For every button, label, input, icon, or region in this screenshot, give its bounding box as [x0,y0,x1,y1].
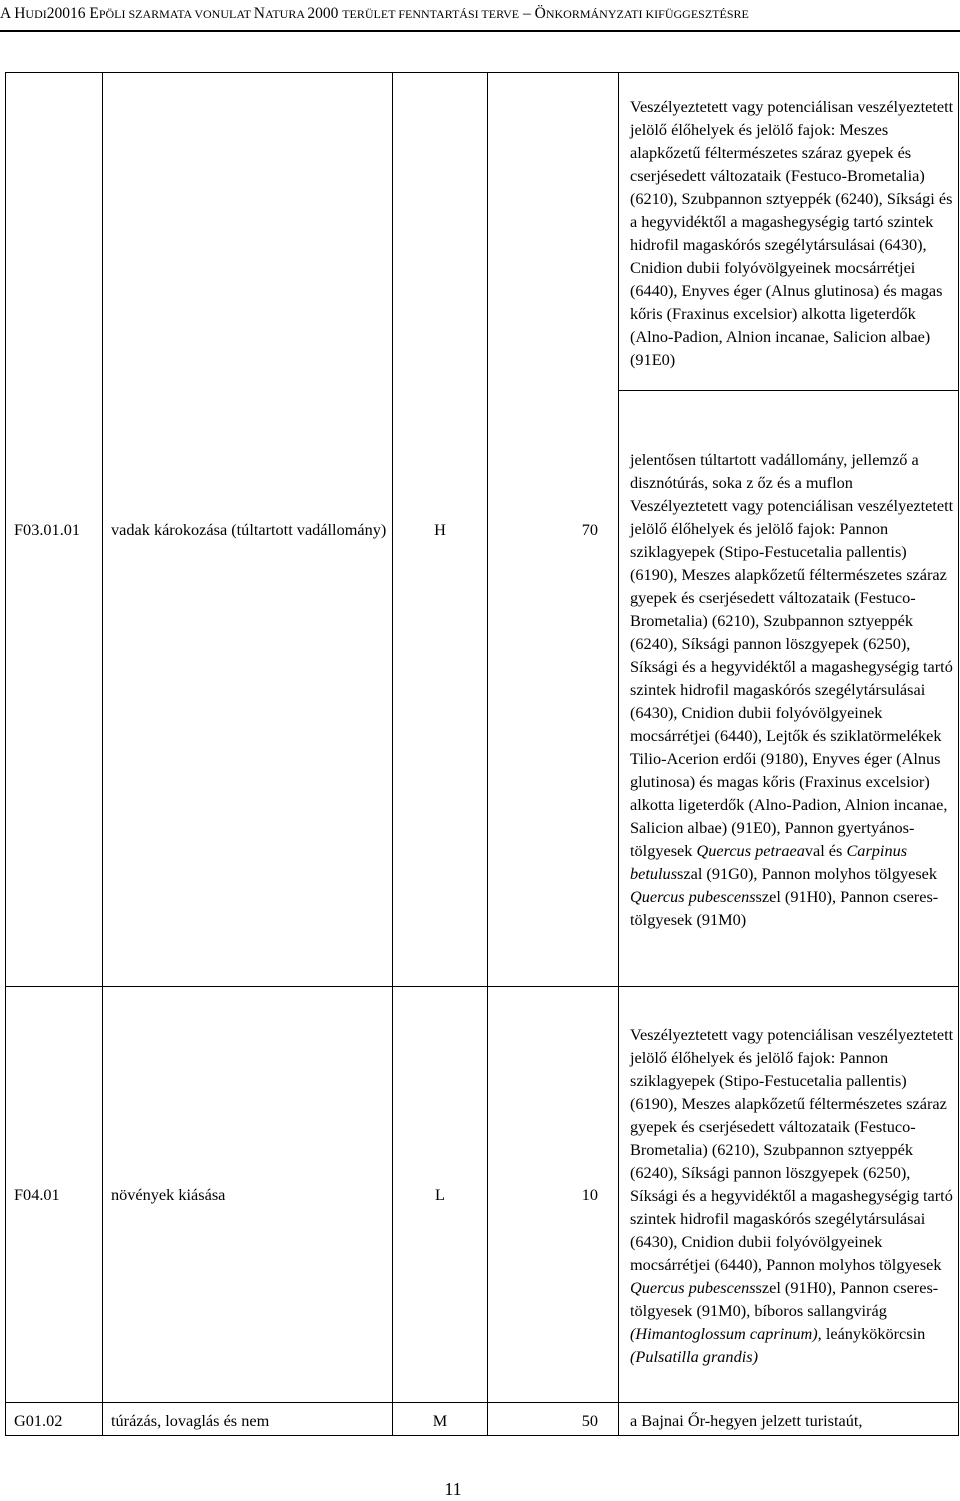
species-name: Quercus pubescens [630,887,756,906]
header-text: NKORMÁNYZATI KIFÜGGESZTÉSRE [545,7,749,21]
header-text: – Ö [519,5,546,22]
header-text: PÖLI SZARMATA VONULAT [98,7,254,21]
threats-table [5,72,959,1436]
header-text: TERÜLET FENNTARTÁSI TERVE [342,7,520,21]
header-text: 20016 E [46,5,99,22]
affected-habitats [619,391,959,987]
species-name: Quercus pubescens [630,1278,756,1297]
header-rule [0,30,960,32]
species-name: (Pulsatilla grandis) [630,1347,758,1366]
table-row [6,987,959,1403]
habitat-note: jelentősen túltartott vadállomány, jellemző a disznótúrás, soka z őz és a muflon [630,450,919,492]
threat-rank: M [393,1403,488,1436]
threat-code: G01.02 [6,1403,103,1436]
threat-rank: H [393,73,488,987]
header-text: 2000 [307,5,343,22]
table-row [6,73,959,391]
affected-habitats: Veszélyeztetett vagy potenciálisan veszélyeztetett jelölő élőhelyek és jelölő fajok: Meszes alapkőzetű féltermészetes száraz gyepek és cserjésedett változataik (Festuco-Brometalia) (6210), Szubpannon sztyeppék (6240), Síksági és a hegyvidéktől a magashegységig tartó szintek hidrofil magaskórós szegélytársulásai (6430), Cnidion dubii folyóvölgyeinek mocsárrétjei (6440), Enyves éger (Alnus glutinosa) és magas kőris (Fraxinus excelsior) alkotta ligeterdők (Alno-Padion, Alnion incanae, Salicion albae) (91E0) [619,73,959,391]
threat-description: vadak károkozása (túltartott vadállomány) [103,73,393,987]
species-name: Quercus petraea [696,841,805,860]
header-text: UDI [25,7,47,21]
affected-habitats: a Bajnai Őr-hegyen jelzett turistaút, [619,1403,959,1436]
threat-code: F03.01.01 [6,73,103,987]
threat-description: növények kiásása [103,987,393,1403]
header-text: ATURA [265,7,308,21]
affected-habitats: Veszélyeztetett vagy potenciálisan veszélyeztetett jelölő élőhelyek és jelölő fajok: Pannon sziklagyepek (Stipo-Festucetalia pallentis) (6190), Meszes alapkőzetű féltermészetes száraz gyepek és cserjésedett változataik (Festuco-Brometalia) (6210), Szubpannon sztyeppék (6240), Síksági pannon löszgyepek (6250), Síksági és a hegyvidéktől a magashegységig tartó szintek hidrofil magaskórós szegélytársulásai (6430), Cnidion dubii folyóvölgyeinek mocsárrétjei (6440), Pannon molyhos tölgyesek Quercus pubescensszel (91H0), Pannon cseres-tölgyesek (91M0), bíboros sallangvirág (Himantoglossum caprinum), leánykökörcsin (Pulsatilla grandis) [619,987,959,1403]
threat-rank: L [393,987,488,1403]
threat-percent: 70 [488,73,619,987]
species-name: (Himantoglossum caprinum), [630,1324,822,1343]
header-text: N [253,5,265,22]
running-header [0,4,960,24]
threat-percent: 50 [488,1403,619,1436]
habitat-list: Veszélyeztetett vagy potenciálisan veszélyeztetett jelölő élőhelyek és jelölő fajok: Pannon sziklagyepek (Stipo-Festucetalia pallentis) (6190), Meszes alapkőzetű féltermészetes száraz gyepek és cserjésedett változataik (Festuco-Brometalia) (6210), Szubpannon sztyeppék (6240), Síksági pannon löszgyepek (6250), Síksági és a hegyvidéktől a magashegységig tartó szintek hidrofil magaskórós szegélytársulásai (6430), Cnidion dubii folyóvölgyeinek mocsárrétjei (6440), Lejtők és sziklatörmelékek Tilio-Acerion erdői (9180), Enyves éger (Alnus glutinosa) és magas kőris (Fraxinus excelsior) alkotta ligeterdők (Alno-Padion, Alnion incanae, Salicion albae) (91E0), Pannon gyertyános-tölgyesek Quercus petraeaval és Carpinus betulusszal (91G0), Pannon molyhos tölgyesek Quercus pubescensszel (91H0), Pannon cseres-tölgyesek (91M0) [630,496,954,929]
species-name: Carpinus betulus [630,841,908,883]
threat-percent: 10 [488,987,619,1403]
table-row [6,1403,959,1436]
threat-code: F04.01 [6,987,103,1403]
header-text: A H [0,5,26,22]
threat-description: túrázás, lovaglás és nem [103,1403,393,1436]
page-number: 11 [444,1479,462,1499]
